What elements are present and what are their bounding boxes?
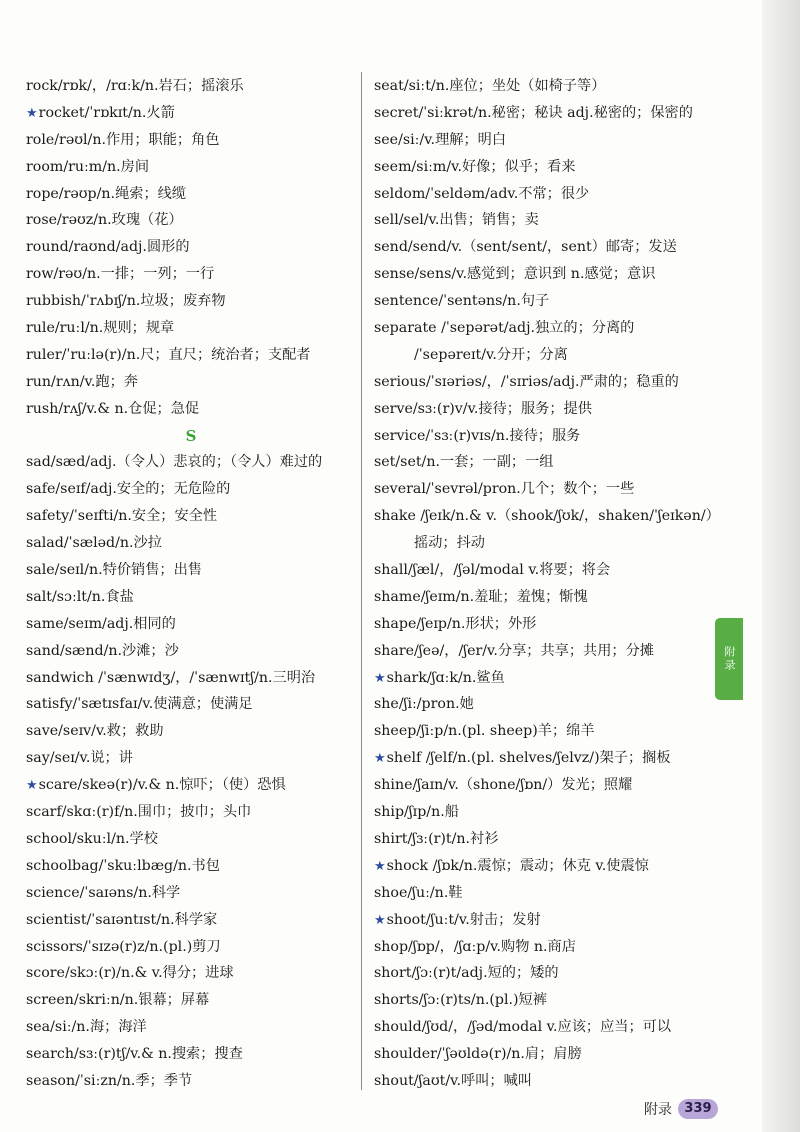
- entry-text: rose/rəʊz/n.玫瑰（花）: [26, 212, 183, 229]
- entry-text: safety/ˈseɪfti/n.安全；安全性: [26, 508, 218, 525]
- word-entry: [374, 772, 724, 799]
- entry-text: scientist/ˈsaɪəntɪst/n.科学家: [26, 911, 218, 928]
- entry-text: secret/ˈsiːkrət/n.秘密；秘诀 adj.秘密的；保密的: [374, 104, 693, 121]
- word-entry: [26, 799, 356, 826]
- entry-text: set/set/n.一套；一副；一组: [374, 454, 554, 471]
- word-entry: [26, 987, 356, 1014]
- entry-text: sheep/ʃiːp/n.(pl. sheep)羊；绵羊: [374, 723, 595, 740]
- star-icon: ★: [26, 105, 38, 121]
- word-entry: [374, 826, 724, 853]
- word-entry: [374, 396, 724, 423]
- word-entry: [26, 880, 356, 907]
- word-entry: [374, 853, 724, 880]
- word-entry-continuation: [374, 342, 724, 369]
- word-entry: [374, 665, 724, 692]
- entry-text: rubbish/ˈrʌbɪʃ/n.垃圾；废弃物: [26, 293, 226, 310]
- entry-text: share/ʃeə/，/ʃer/v.分享；共享；共用；分摊: [374, 642, 654, 659]
- entry-text: scissors/ˈsɪzə(r)z/n.(pl.)剪刀: [26, 938, 221, 955]
- word-entry: [374, 154, 724, 181]
- word-entry: [374, 476, 724, 503]
- word-entry: [26, 261, 356, 288]
- entry-text: sale/seɪl/n.特价销售；出售: [26, 562, 202, 579]
- word-entry: [374, 1014, 724, 1041]
- word-entry: [374, 1068, 724, 1095]
- word-entry: [374, 73, 724, 100]
- word-entry: [26, 960, 356, 987]
- word-entry: [26, 557, 356, 584]
- entry-text: search/sɜː(r)tʃ/v.& n.搜索；搜查: [26, 1046, 243, 1063]
- word-entry: [26, 181, 356, 208]
- entry-text: season/ˈsiːzn/n.季；季节: [26, 1072, 193, 1089]
- entry-text: seldom/ˈseldəm/adv.不常；很少: [374, 185, 590, 202]
- entry-text: round/raʊnd/adj.圆形的: [26, 239, 190, 256]
- word-entry: [26, 369, 356, 396]
- word-entry: [374, 503, 724, 530]
- page-number: 339: [678, 1099, 718, 1119]
- word-entry: [374, 880, 724, 907]
- word-entry: [374, 100, 724, 127]
- word-entry: [26, 1041, 356, 1068]
- entry-text: ruler/ˈruːlə(r)/n.尺；直尺；统治者；支配者: [26, 346, 311, 363]
- entry-text: shoulder/ˈʃəʊldə(r)/n.肩；肩膀: [374, 1046, 582, 1063]
- word-entry: [26, 718, 356, 745]
- word-entry: [26, 73, 356, 100]
- entry-text: safe/seɪf/adj.安全的；无危险的: [26, 481, 231, 498]
- entry-text: she/ʃiː/pron.她: [374, 696, 474, 713]
- entry-text: should/ʃʊd/，/ʃəd/modal v.应该；应当；可以: [374, 1019, 672, 1036]
- entry-text: /ˈsepəreɪt/v.分开；分离: [414, 346, 568, 363]
- entry-text: role/rəʊl/n.作用；职能；角色: [26, 131, 220, 148]
- entry-text: seem/siːm/v.好像；似乎；看来: [374, 158, 576, 175]
- entry-text: serve/sɜː(r)v/v.接待；服务；提供: [374, 400, 592, 417]
- word-entry: [26, 530, 356, 557]
- word-entry: [26, 584, 356, 611]
- entry-text: rock/rɒk/，/rɑːk/n.岩石；摇滚乐: [26, 78, 244, 94]
- entry-text: shark/ʃɑːk/n.鲨鱼: [386, 669, 505, 686]
- entry-text: same/seɪm/adj.相同的: [26, 615, 176, 632]
- word-entry: [26, 476, 356, 503]
- entry-text: sense/sens/v.感觉到；意识到 n.感觉；意识: [374, 266, 656, 283]
- word-entry: [26, 826, 356, 853]
- word-entry: [26, 665, 356, 692]
- word-entry: [374, 207, 724, 234]
- entry-text: shirt/ʃɜː(r)t/n.衬衫: [374, 830, 499, 847]
- word-entry: [374, 234, 724, 261]
- entry-text: sentence/ˈsentəns/n.句子: [374, 293, 550, 310]
- entry-text: save/seɪv/v.救；救助: [26, 723, 164, 740]
- word-entry: [26, 127, 356, 154]
- star-icon: ★: [374, 858, 386, 874]
- word-entry: [26, 234, 356, 261]
- entry-text: say/seɪ/v.说；讲: [26, 750, 133, 767]
- entry-text: shelf /ʃelf/n.(pl. shelves/ʃelvz/)架子；搁板: [386, 750, 671, 767]
- word-entry: [26, 907, 356, 934]
- word-entry-continuation: [374, 530, 724, 557]
- word-entry: [374, 907, 724, 934]
- word-entry: [26, 611, 356, 638]
- entry-text: shoot/ʃuːt/v.射击；发射: [386, 911, 541, 928]
- entry-text: serious/ˈsɪəriəs/，/ˈsɪriəs/adj.严肃的；稳重的: [374, 373, 679, 390]
- word-entry: [374, 691, 724, 718]
- word-entry: [374, 584, 724, 611]
- word-entry: [26, 745, 356, 772]
- word-entry: [374, 423, 724, 450]
- entry-text: sad/sæd/adj.（令人）悲哀的；（令人）难过的: [26, 454, 323, 471]
- entry-text: room/ruːm/n.房间: [26, 158, 150, 175]
- entry-text: separate /ˈsepərət/adj.独立的；分离的: [374, 320, 635, 337]
- word-entry: [374, 181, 724, 208]
- entry-text: shoe/ʃuː/n.鞋: [374, 884, 463, 901]
- word-entry: [374, 934, 724, 961]
- word-entry: [26, 1014, 356, 1041]
- word-entry: [374, 799, 724, 826]
- word-entry: [26, 853, 356, 880]
- word-entry: [374, 638, 724, 665]
- entry-text: salt/sɔːlt/n.食盐: [26, 588, 134, 605]
- entry-text: sell/sel/v.出售；销售；卖: [374, 212, 539, 229]
- entry-text: shout/ʃaʊt/v.呼叫；喊叫: [374, 1072, 532, 1089]
- entry-text: shop/ʃɒp/，/ʃɑːp/v.购物 n.商店: [374, 938, 576, 955]
- word-entry: [374, 261, 724, 288]
- entry-text: school/skuːl/n.学校: [26, 830, 158, 847]
- column-divider: [361, 72, 362, 1090]
- entry-text: seat/siːt/n.座位；坐处（如椅子等）: [374, 78, 606, 94]
- appendix-side-tab: 附录: [715, 618, 743, 700]
- entry-text: shorts/ʃɔː(r)ts/n.(pl.)短裤: [374, 992, 547, 1009]
- entry-text: score/skɔː(r)/n.& v.得分；进球: [26, 965, 234, 982]
- star-icon: ★: [374, 670, 386, 686]
- word-entry: [374, 611, 724, 638]
- entry-text: send/send/v.（sent/sent/，sent）邮寄；发送: [374, 239, 677, 256]
- entry-text: sand/sænd/n.沙滩；沙: [26, 642, 179, 659]
- word-entry: [26, 288, 356, 315]
- entry-text: shake /ʃeɪk/n.& v.（shook/ʃʊk/，shaken/ˈʃeɪkən/）: [374, 508, 720, 525]
- word-entry: [374, 288, 724, 315]
- page-edge-shadow: [762, 0, 800, 1132]
- entry-text: shape/ʃeɪp/n.形状；外形: [374, 615, 537, 632]
- word-entry: [374, 557, 724, 584]
- entry-text: rocket/ˈrɒkɪt/n.火箭: [38, 104, 175, 121]
- word-entry: [374, 1041, 724, 1068]
- entry-text: several/ˈsevrəl/pron.几个；数个；一些: [374, 481, 635, 498]
- entry-text: scare/skeə(r)/v.& n.惊吓；（使）恐惧: [38, 777, 286, 794]
- word-entry: [26, 396, 356, 423]
- left-column: [26, 73, 356, 1095]
- word-entry: [374, 960, 724, 987]
- star-icon: ★: [374, 751, 386, 767]
- entry-text: rope/rəʊp/n.绳索；线缆: [26, 185, 187, 202]
- entry-text: shine/ʃaɪn/v.（shone/ʃɒn/）发光；照耀: [374, 777, 633, 794]
- word-entry: [26, 342, 356, 369]
- word-entry: [374, 718, 724, 745]
- footer-label: 附录: [644, 1102, 672, 1118]
- word-entry: [26, 154, 356, 181]
- right-column: [374, 73, 724, 1095]
- entry-text: shall/ʃæl/，/ʃəl/modal v.将要；将会: [374, 562, 611, 579]
- entry-text: run/rʌn/v.跑；奔: [26, 373, 138, 390]
- entry-text: satisfy/ˈsætɪsfaɪ/v.使满意；使满足: [26, 696, 253, 713]
- entry-text: rule/ruːl/n.规则；规章: [26, 320, 175, 337]
- entry-text: rush/rʌʃ/v.& n.仓促；急促: [26, 400, 200, 417]
- entry-text: row/rəʊ/n.一排；一列；一行: [26, 266, 215, 283]
- word-entry: [26, 638, 356, 665]
- entry-text: shock /ʃɒk/n.震惊；震动；休克 v.使震惊: [386, 857, 649, 874]
- entry-text: ship/ʃɪp/n.船: [374, 804, 459, 821]
- word-entry: [26, 100, 356, 127]
- entry-text: sandwich /ˈsænwɪdʒ/，/ˈsænwɪtʃ/n.三明治: [26, 669, 316, 686]
- word-entry: [26, 207, 356, 234]
- word-entry: [26, 503, 356, 530]
- entry-text: scarf/skɑː(r)f/n.围巾；披巾；头巾: [26, 804, 252, 821]
- page-footer: [644, 1098, 718, 1120]
- entry-text: schoolbag/ˈskuːlbæg/n.书包: [26, 857, 220, 874]
- word-entry: [26, 772, 356, 799]
- word-entry: [26, 934, 356, 961]
- entry-text: sea/siː/n.海；海洋: [26, 1019, 147, 1036]
- star-icon: ★: [26, 778, 38, 794]
- entry-text: shame/ʃeɪm/n.羞耻；羞愧；惭愧: [374, 588, 588, 605]
- word-entry: [374, 745, 724, 772]
- word-entry: [26, 691, 356, 718]
- star-icon: ★: [374, 912, 386, 928]
- entry-text: service/ˈsɜː(r)vɪs/n.接待；服务: [374, 427, 581, 444]
- entry-text: salad/ˈsæləd/n.沙拉: [26, 535, 162, 552]
- word-entry: [374, 987, 724, 1014]
- word-entry: [374, 369, 724, 396]
- word-entry: [26, 1068, 356, 1095]
- word-entry: [374, 127, 724, 154]
- entry-text: 摇动；抖动: [414, 535, 485, 552]
- entry-text: screen/skriːn/n.银幕；屏幕: [26, 992, 210, 1009]
- word-entry: [374, 315, 724, 342]
- entry-text: science/ˈsaɪəns/n.科学: [26, 884, 181, 901]
- section-heading: S: [185, 426, 197, 445]
- word-entry: [26, 315, 356, 342]
- word-entry: [26, 449, 356, 476]
- entry-text: short/ʃɔː(r)t/adj.短的；矮的: [374, 965, 559, 982]
- word-entry: [374, 449, 724, 476]
- entry-text: see/siː/v.理解；明白: [374, 131, 507, 148]
